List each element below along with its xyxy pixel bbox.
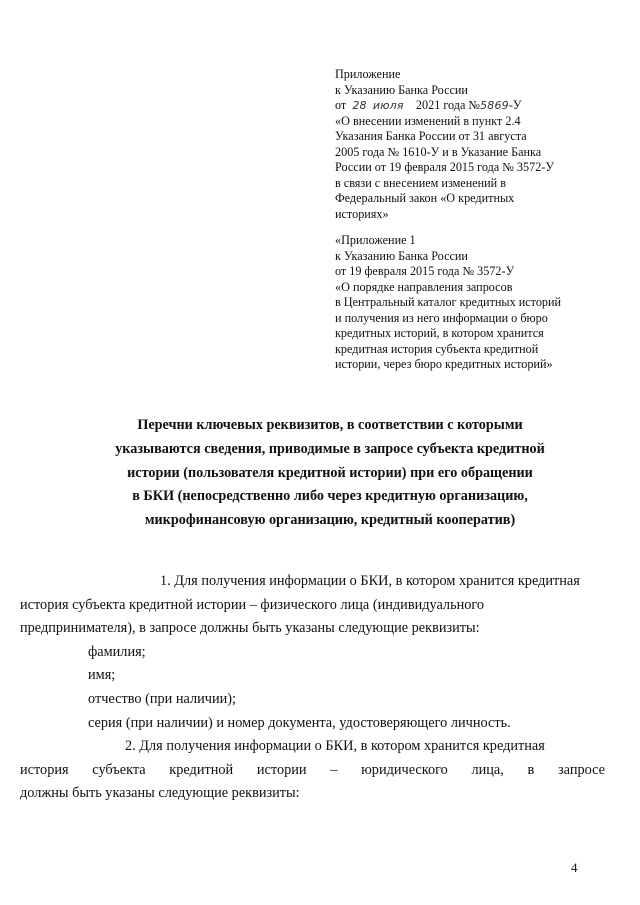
title-line: указываются сведения, приводимые в запросе субъекта кредитной <box>115 440 545 457</box>
document-body <box>20 570 605 806</box>
paragraph-line: предпринимателя), в запросе должны быть указаны следующие реквизиты: <box>20 620 480 637</box>
list-item: имя; <box>88 667 116 684</box>
title-line: микрофинансовую организацию, кредитный кооператив) <box>144 512 516 529</box>
title-line: Перечни ключевых реквизитов, в соответствии с которыми <box>137 417 523 433</box>
appendix-quoted-line: кредитных историй, в котором хранится <box>335 326 544 340</box>
requisites-list <box>90 641 605 735</box>
paragraph-line: история субъекта кредитной истории – физического лица (индивидуального <box>20 596 485 613</box>
appendix-line: Приложение <box>335 67 401 81</box>
appendix-quoted-line: в Центральный каталог кредитных историй <box>335 295 562 309</box>
page-number: 4 <box>571 860 578 875</box>
appendix-line: Федеральный закон «О кредитных <box>335 191 515 205</box>
list-item: фамилия; <box>88 643 146 660</box>
list-item: отчество (при наличии); <box>88 690 236 707</box>
appendix-quoted <box>335 233 625 373</box>
appendix-line: Указания Банка России от 31 августа <box>335 129 527 143</box>
appendix-line: 2005 года № 1610-У и в Указание Банка <box>335 144 542 159</box>
appendix-quoted-line: и получения из него информации о бюро <box>335 310 548 325</box>
handwritten-month: июля <box>372 99 404 112</box>
appendix-quoted-line: истории, через бюро кредитных историй» <box>335 357 553 371</box>
appendix-quoted-line: от 19 февраля 2015 года № 3572-У <box>335 264 515 278</box>
appendix-line: историях» <box>335 206 389 221</box>
appendix-line: в связи с внесением изменений в <box>335 175 507 190</box>
appendix-line: к Указанию Банка России <box>335 82 468 97</box>
paragraph-1-cont <box>20 594 605 641</box>
number-suffix: -У <box>508 98 522 112</box>
document-title <box>60 414 600 533</box>
appendix-header <box>335 67 625 222</box>
title-line: истории (пользователя кредитной истории) при его обращении <box>127 464 533 481</box>
paragraph-line: 2. Для получения информации о БКИ, в котором хранится кредитная <box>125 738 545 755</box>
paragraph-1 <box>90 570 605 594</box>
date-prefix: от <box>335 98 347 112</box>
appendix-date-line <box>335 98 625 114</box>
handwritten-number: 5869 <box>480 99 509 112</box>
appendix-line: России от 19 февраля 2015 года № 3572-У <box>335 160 554 174</box>
date-year: 2021 года № <box>415 98 481 112</box>
handwritten-day: 28 <box>352 99 367 112</box>
paragraph-line: 1. Для получения информации о БКИ, в котором хранится кредитная <box>160 573 580 589</box>
appendix-quoted-line: к Указанию Банка России <box>335 248 468 263</box>
appendix-line: «О внесении изменений в пункт 2.4 <box>335 113 521 128</box>
list-item: серия (при наличии) и номер документа, удостоверяющего личность. <box>88 714 511 731</box>
appendix-quoted-line: кредитная история субъекта кредитной <box>335 341 539 356</box>
title-line: в БКИ (непосредственно либо через кредитную организацию, <box>132 488 528 505</box>
paragraph-line: история субъекта кредитной истории – юридического лица, в запросе <box>20 761 605 778</box>
appendix-quoted-line: «О порядке направления запросов <box>335 279 513 294</box>
paragraph-line: должны быть указаны следующие реквизиты: <box>20 785 300 802</box>
paragraph-2 <box>20 735 605 806</box>
appendix-quoted-line: «Приложение 1 <box>335 233 416 247</box>
